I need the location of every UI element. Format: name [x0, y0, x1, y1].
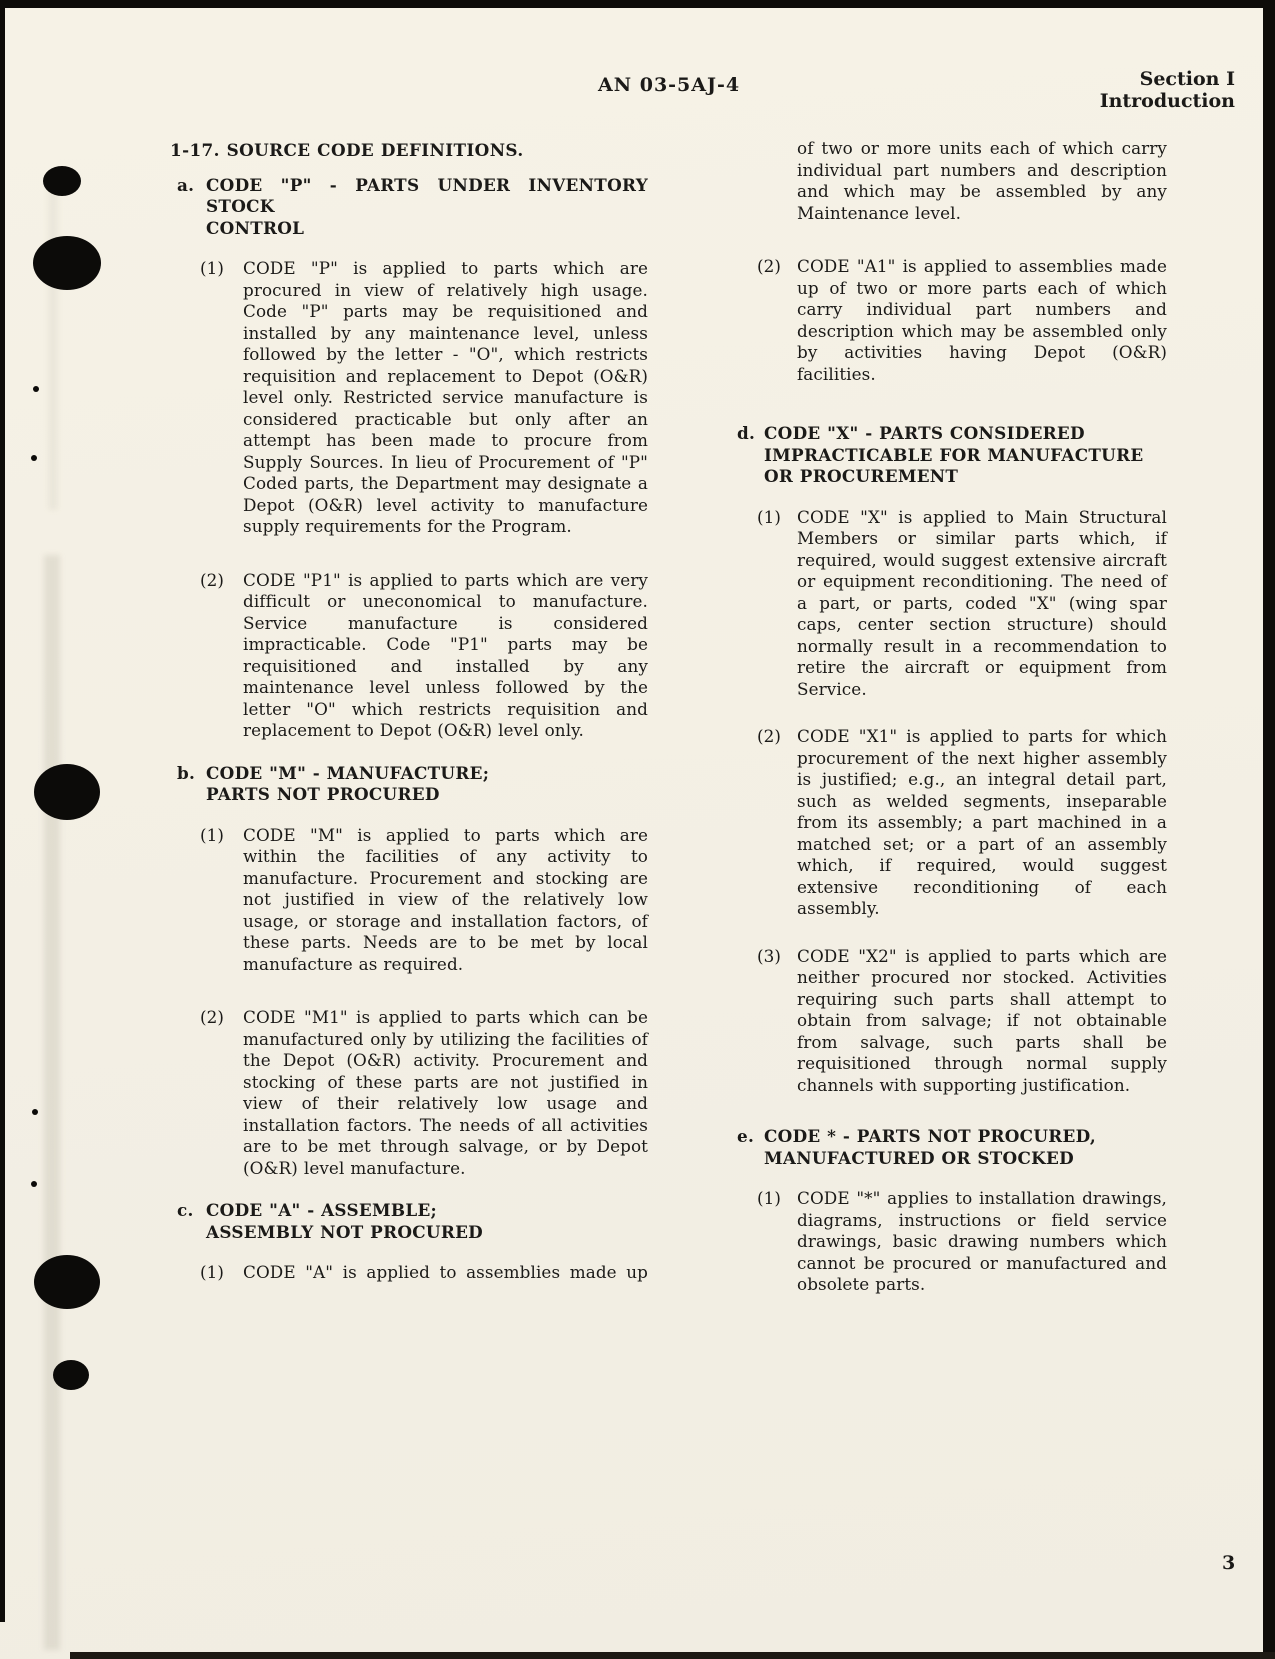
continued-paragraph: of two or more units each of which carry individual part numbers and description and which may be assembled by any Maintenance level. [797, 138, 1167, 223]
section-subtitle: Introduction [1099, 90, 1235, 112]
section-a [170, 175, 648, 742]
item-text: CODE "X2" is applied to parts which are neither procured nor stocked. Activities requiring such parts shall attempt to obtain from salvage; if not obtainable from salvage, such parts shall be requisitioned through normal supply channels with supporting justification. [797, 945, 1167, 1095]
left-column [170, 140, 648, 1284]
section-title-line: PARTS NOT PROCURED [206, 784, 440, 804]
item-text: CODE "M1" is applied to parts which can be manufactured only by utilizing the facilities of the Depot (O&R) activity. Procurement and stocking of these parts are not justified in view of their relatively low usage and installation factors. The needs of all activities are to be met through salvage, or by Depot (O&R) level manufacture. [243, 1007, 648, 1178]
list-item [737, 507, 1167, 701]
hole-punch-mark [33, 236, 101, 290]
section-e-heading [737, 1126, 1167, 1169]
section-label: d. [737, 423, 756, 443]
item-text: CODE "A" is applied to assemblies made up [243, 1262, 648, 1282]
item-text: CODE "X1" is applied to parts for which procurement of the next higher assembly is justified; e.g., an integral detail part, such as welded segments, inseparable from its assembly; a part machined in a matched set; or a part of an assembly which, if required, would suggest extensive reconditioning of each assembly. [797, 726, 1167, 918]
item-text: CODE "P1" is applied to parts which are very difficult or uneconomical to manufacture. Service manufacture is considered impracticable. Code "P1" parts may be requisitioned and installed by any maintenance level unless followed by the letter "O" which restricts requisition and replacement to Depot (O&R) level only. [243, 569, 648, 740]
right-column [737, 138, 1167, 1296]
section-a-heading [170, 175, 648, 240]
speck-mark [33, 386, 39, 392]
section-label: a. [177, 174, 195, 195]
hole-punch-mark [43, 166, 81, 196]
item-number: (1) [200, 1262, 225, 1282]
section-d-heading [737, 423, 1167, 488]
item-number: (2) [757, 726, 782, 746]
item-number: (2) [200, 569, 225, 590]
list-item [170, 1007, 648, 1179]
section-title-line: OR PROCUREMENT [764, 466, 959, 486]
item-number: (1) [757, 1188, 782, 1208]
list-item [737, 1188, 1167, 1296]
section-title: Section I [1139, 68, 1235, 90]
speck-mark [31, 455, 37, 461]
section-title-text [206, 763, 489, 806]
item-text: CODE "M" is applied to parts which are within the facilities of any activity to manufacture. Procurement and stocking are not justified in view of the relatively low usage, or storage and installation factors, of these parts. Needs are to be met by local manufacture as required. [243, 824, 648, 974]
section-title-line: CONTROL [206, 217, 305, 238]
item-text: CODE "P" is applied to parts which are procured in view of relatively high usage. Code "P" parts may be requisitioned and installed by any maintenance level, unless followed by the letter - "O", which restricts requisition and replacement to Depot (O&R) level only. Restricted service manufacture is considered practicable but only after an attempt has been made to procure from Supply Sources. In lieu of Procurement of "P" Coded parts, the Department may designate a Depot (O&R) level activity to manufacture supply requirements for the Program. [243, 258, 648, 536]
hole-punch-mark [53, 1360, 89, 1390]
binding-smudge [48, 180, 58, 510]
section-label: b. [177, 762, 196, 783]
speck-mark [31, 1181, 37, 1187]
document-number: AN 03-5AJ-4 [598, 74, 741, 96]
item-text: CODE "A1" is applied to assemblies made up of two or more parts each of which carry individual part numbers and description which may be assembled only by activities having Depot (O&R) facilities. [797, 256, 1167, 384]
section-c [170, 1200, 648, 1284]
section-b-heading [170, 763, 648, 806]
section-title-line: ASSEMBLY NOT PROCURED [206, 1221, 484, 1242]
hole-punch-mark [34, 764, 100, 820]
item-number: (2) [200, 1007, 225, 1027]
page-number: 3 [1222, 1552, 1236, 1574]
section-label: c. [177, 1200, 194, 1220]
section-title-text [764, 423, 1143, 488]
item-number: (2) [757, 256, 782, 276]
scan-border-bottom [70, 1652, 1275, 1659]
list-item [170, 570, 648, 742]
hole-punch-mark [34, 1255, 100, 1309]
section-title-text [764, 1126, 1096, 1169]
list-item [170, 825, 648, 976]
section-e [737, 1126, 1167, 1296]
section-b [170, 763, 648, 1180]
list-item [170, 258, 648, 538]
section-c-heading [170, 1200, 648, 1243]
scan-border-left [0, 0, 5, 1622]
section-title-line: CODE "M" - MANUFACTURE; [206, 762, 490, 783]
item-number: (1) [757, 506, 782, 527]
section-reference [1100, 68, 1235, 112]
list-item [737, 256, 1167, 385]
section-title-line: MANUFACTURED OR STOCKED [764, 1147, 1074, 1168]
section-label: e. [737, 1126, 755, 1146]
item-text: CODE "X" is applied to Main Structural Members or similar parts which, if required, would suggest extensive aircraft or equipment reconditioning. The need of a part, or parts, coded "X" (wing spar caps, center section structure) should normally result in a recommendation to retire the aircraft or equipment from Service. [797, 506, 1167, 699]
list-item [170, 1262, 648, 1284]
list-item [737, 726, 1167, 920]
item-number: (3) [757, 945, 782, 966]
paragraph-heading: 1-17. SOURCE CODE DEFINITIONS. [170, 140, 524, 160]
binding-smudge [44, 555, 60, 1650]
section-title-line: CODE "X" - PARTS CONSIDERED [764, 423, 1085, 443]
scan-border-right [1263, 0, 1275, 1659]
section-title-line: IMPRACTICABLE FOR MANUFACTURE [764, 444, 1144, 465]
section-title-line: CODE "P" - PARTS UNDER INVENTORY STOCK [206, 174, 648, 216]
section-title-line: CODE "A" - ASSEMBLE; [206, 1200, 438, 1220]
item-text: CODE "*" applies to installation drawings, diagrams, instructions or field service drawings, basic drawing numbers which cannot be procured or manufactured and obsolete parts. [797, 1188, 1167, 1294]
section-d [737, 423, 1167, 1096]
section-title-line: CODE * - PARTS NOT PROCURED, [764, 1126, 1096, 1146]
scan-border-top [0, 0, 1275, 8]
item-number: (1) [200, 824, 225, 845]
section-title-text [206, 1200, 483, 1243]
list-item [737, 946, 1167, 1097]
item-number: (1) [200, 258, 225, 278]
speck-mark [32, 1109, 38, 1115]
section-title-text [206, 175, 648, 240]
